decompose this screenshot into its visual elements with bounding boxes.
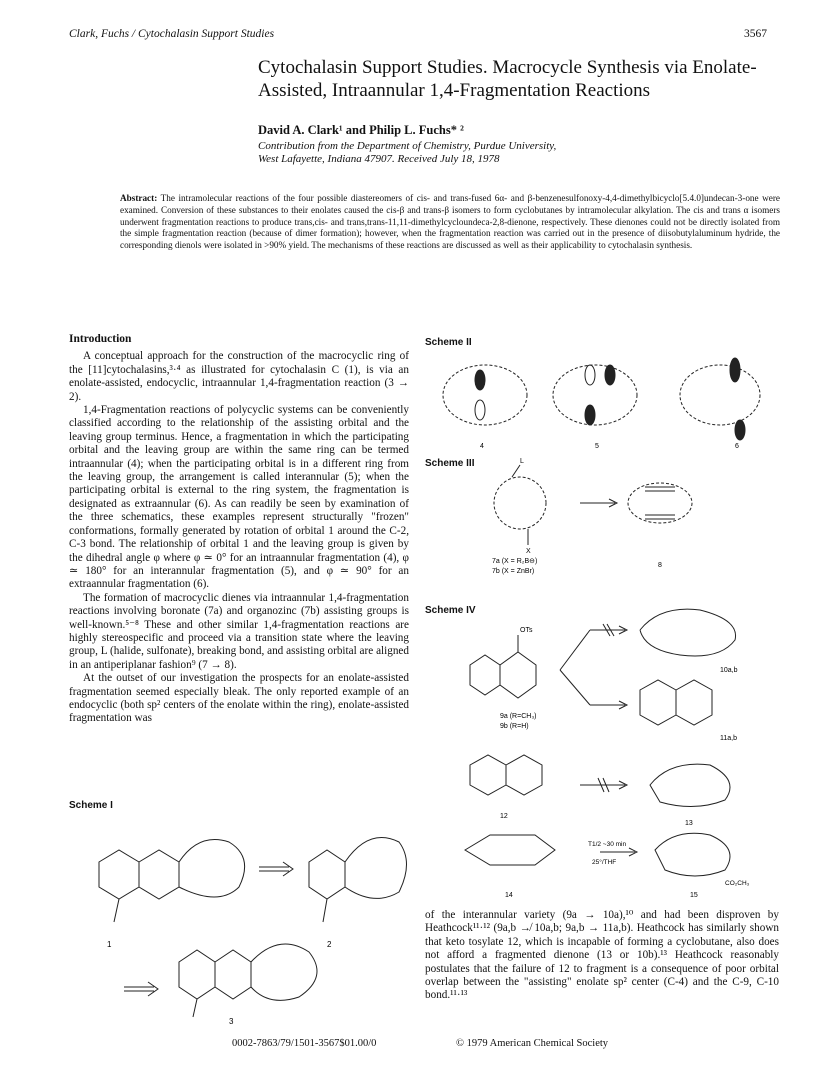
scheme-4-compound-13: 13 bbox=[685, 820, 693, 827]
scheme-4-ester: CO₂CH₃ bbox=[725, 880, 750, 887]
scheme-4-compound-15: 15 bbox=[690, 892, 698, 899]
footer-code: 0002-7863/79/1501-3567$01.00/0 bbox=[232, 1038, 377, 1049]
scheme-2-label: Scheme II bbox=[425, 337, 472, 348]
abstract-text: The intramolecular reactions of the four possible diastereomers of cis- and trans-fused 6α- and β-benzenesulfonoxy-4,4-dimethylbicyclo[5.4.0]undecan-3-one were examined. Conversion of these substances to their enolates caused the cis-β and trans-β isomers to form cyclobutanes by intramolecular alkylation. The cis and trans α isomers underwent fragmentation reactions to produce trans,cis- and trans,trans-11,11-dimethylcycloundeca-2,8-dienone, respectively. These dienones could not be directly isolated from the simple fragmentation reaction (because of dimer formation); however, when the fragmentation reaction was carried out in the presence of diisobutylaluminum hydride, the corresponding dienols were isolated in >90% yield. The mechanisms of these reactions are discussed as well as their applicability to cytochalasin synthesis. bbox=[120, 193, 780, 251]
scheme-4-label: Scheme IV bbox=[425, 605, 476, 616]
affiliation-line-1: Contribution from the Department of Chemistry, Purdue University, bbox=[258, 140, 557, 152]
intro-heading: Introduction bbox=[69, 333, 132, 345]
ring-1a bbox=[99, 850, 139, 899]
ring-1b bbox=[139, 850, 179, 899]
scheme-3-leaving-group: L bbox=[520, 458, 524, 465]
scheme-1-label: Scheme I bbox=[69, 800, 113, 811]
scheme-2-compound-5: 5 bbox=[595, 443, 599, 450]
scheme-1-figure bbox=[69, 812, 414, 1027]
scheme-2-compound-4: 4 bbox=[480, 443, 484, 450]
intro-paragraph-4: At the outset of our investigation the prospects for an enolate-assisted fragmentation seemed especially bleak. The only reported example of an endocyclic (both sp² centers of the enolate within the ring), enolate-assisted fragmentation was bbox=[69, 672, 409, 725]
scheme-2-figure bbox=[425, 350, 780, 450]
macrocycle-1 bbox=[179, 840, 245, 898]
article-title: Cytochalasin Support Studies. Macrocycle Synthesis via Enolate-Assisted, Intraannular 1,4-Fragmentation Reactions bbox=[258, 57, 757, 101]
scheme-3-assisting-group: X bbox=[526, 548, 531, 555]
scheme-3-figure bbox=[470, 455, 700, 575]
intro-paragraph-2: 1,4-Fragmentation reactions of polycyclic systems can be conveniently classified according to the relationship of the assisting orbital and the leaving group terminus. Hence, a fragmentation in which the participating orbital and the leaving group are within the same ring can be termed intraannular (4); when the participating orbital is in a different ring from the leaving group, the arrangement is called interannular (5); when the participating orbital is external to the ring system, the fragmentation is designated as extraannular (6). As can readily be seen by examination of the three schematics, these examples represent structurally "frozen" conformations, formally generated by rotation of orbital 1 around the C-2, C-3 bond. The relationship of orbital 1 and the leaving group is given by the dihedral angle φ where φ ≃ 0° for an intraannular fragmentation (4), φ ≃ 180° for an interannular fragmentation (5), and φ ≃ 90° for an extraannular fragmentation (6). bbox=[69, 404, 409, 591]
scheme-4-condition-time: T1/2 ~30 min bbox=[588, 841, 627, 848]
intro-paragraph-1: A conceptual approach for the construction of the macrocyclic ring of the [11]cytochalasins,³·⁴ as illustrated for cytochalasin C (1), is via an enolate-assisted, endocyclic, intraannular 1,4-fragmentation reaction (3 → 2). bbox=[69, 350, 409, 403]
scheme-3-label: Scheme III bbox=[425, 458, 475, 469]
scheme-2-compound-6: 6 bbox=[735, 443, 739, 450]
scheme-4-figure bbox=[440, 590, 780, 902]
scheme-4-condition-temp: 25°/THF bbox=[592, 859, 617, 866]
right-column-text: of the interannular variety (9a → 10a),¹⁰ and had been disproven by Heathcock¹¹·¹² (9a,b ↛ 10a,b; 9a,b → 11a,b). Heathcock has similarly shown that keto tosylate 12, which is incapable of forming a cyclobutane, also does not afford a fragmented dienone (13 or 10b).¹³ Heathcock reasonably postulates that the failure of 12 to fragment is a consequence of poor orbital overlap between the "assisting" enolate sp² center (C-4) and the C-9, C-10 bond.¹¹·¹³ bbox=[425, 909, 779, 1002]
scheme-4-compound-9a: 9a (R=CH₃) bbox=[500, 713, 537, 720]
scheme-1-compound-1: 1 bbox=[107, 940, 112, 949]
scheme-4-otsylate: OTs bbox=[520, 627, 533, 634]
abstract bbox=[120, 193, 780, 252]
left-column bbox=[69, 333, 409, 726]
scheme-1-compound-3: 3 bbox=[229, 1017, 234, 1026]
scheme-4-compound-14: 14 bbox=[505, 892, 513, 899]
scheme-1-compound-2: 2 bbox=[327, 940, 332, 949]
scheme-4-compound-11: 11a,b bbox=[720, 735, 737, 742]
running-head: Clark, Fuchs / Cytochalasin Support Studies bbox=[69, 28, 275, 40]
footer-copyright: © 1979 American Chemical Society bbox=[456, 1038, 609, 1049]
affiliation bbox=[258, 140, 778, 166]
abstract-label: Abstract: bbox=[120, 193, 158, 203]
scheme-4-compound-12: 12 bbox=[500, 813, 508, 820]
page-number: 3567 bbox=[744, 28, 767, 40]
affiliation-line-2: West Lafayette, Indiana 47907. Received July 18, 1978 bbox=[258, 153, 500, 165]
scheme-4-compound-9b: 9b (R=H) bbox=[500, 723, 529, 730]
intro-paragraph-3: The formation of macrocyclic dienes via intraannular 1,4-fragmentation reactions involving boronate (7a) and organozinc (7b) assisting groups is well-known.⁵⁻⁸ These and other similar 1,4-fragmentation reactions are highly stereospecific and proceed via a transition state where the leaving group, L (halide, sulfonate), breaking bond, and assisting orbital are aligned in an antiperiplanar fashion⁹ (7 → 8). bbox=[69, 591, 409, 671]
authors: David A. Clark¹ and Philip L. Fuchs* ² bbox=[258, 123, 464, 137]
scheme-3-compound-7a: 7a (X = R₂B⊖) bbox=[492, 558, 538, 565]
scheme-3-compound-8: 8 bbox=[658, 562, 662, 569]
scheme-3-compound-7b: 7b (X = ZnBr) bbox=[492, 568, 535, 575]
scheme-4-compound-10: 10a,b bbox=[720, 667, 738, 674]
